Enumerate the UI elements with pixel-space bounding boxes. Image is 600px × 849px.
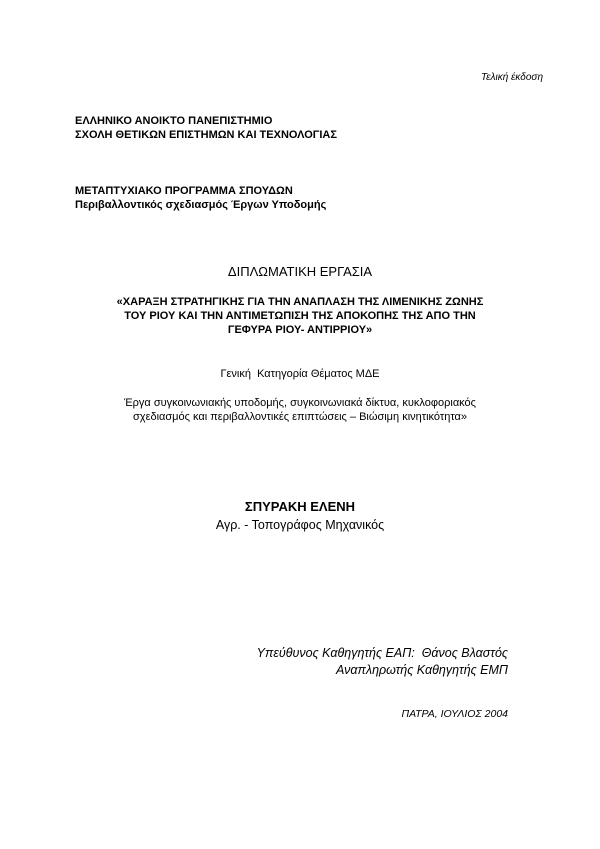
thesis-topic-line: Έργα συγκοινωνιακής υποδομής, συγκοινωνιακά δίκτυα, κυκλοφοριακός <box>124 397 476 409</box>
thesis-title <box>0 295 600 337</box>
thesis-topic <box>0 396 600 424</box>
program-name: ΜΕΤΑΠΤΥΧΙΑΚΟ ΠΡΟΓΡΑΜΜΑ ΣΠΟΥΔΩΝ <box>75 185 293 197</box>
supervisor-position: Αναπληρωτής Καθηγητής ΕΜΠ <box>336 663 508 677</box>
author-name: ΣΠΥΡΑΚΗ ΕΛΕΝΗ <box>244 499 356 514</box>
thesis-title-line: «ΧΑΡΑΞΗ ΣΤΡΑΤΗΓΙΚΗΣ ΓΙΑ ΤΗΝ ΑΝΑΠΛΑΣΗ ΤΗΣ ΛΙΜΕΝΙΚΗΣ ΖΩΝΗΣ <box>116 296 484 308</box>
institution-block <box>75 114 337 142</box>
version-note: Τελική έκδοση <box>480 72 543 83</box>
university-name: ΕΛΛΗΝΙΚΟ ΑΝΟΙΚΤΟ ΠΑΝΕΠΙΣΤΗΜΙΟ <box>75 115 273 127</box>
program-block <box>75 184 326 212</box>
place-date: ΠΑΤΡΑ, ΙΟΥΛΙΟΣ 2004 <box>401 708 508 720</box>
thesis-title-line: ΤΟΥ ΡΙΟΥ ΚΑΙ ΤΗΝ ΑΝΤΙΜΕΤΩΠΙΣΗ ΤΗΣ ΑΠΟΚΟΠΗΣ ΤΗΣ ΑΠΟ ΤΗΝ <box>124 310 476 322</box>
supervisor-block <box>257 645 508 679</box>
thesis-topic-line: σχεδιασμός και περιβαλλοντικές επιπτώσεις – Βιώσιμη κινητικότητα» <box>133 411 467 423</box>
author-title: Αγρ. - Τοπογράφος Μηχανικός <box>215 518 385 532</box>
supervisor-line: Υπεύθυνος Καθηγητής ΕΑΠ: Θάνος Βλαστός <box>256 646 508 660</box>
thesis-title-line: ΓΕΦΥΡΑ ΡΙΟΥ- ΑΝΤΙΡΡΙΟΥ» <box>227 324 373 336</box>
school-name: ΣΧΟΛΗ ΘΕΤΙΚΩΝ ΕΠΙΣΤΗΜΩΝ ΚΑΙ ΤΕΧΝΟΛΟΓΙΑΣ <box>75 129 337 141</box>
thesis-type-heading: ΔΙΠΛΩΜΑΤΙΚΗ ΕΡΓΑΣΙΑ <box>227 264 373 279</box>
thesis-category: Γενική Κατηγορία Θέματος ΜΔΕ <box>220 368 380 380</box>
program-subtitle: Περιβαλλοντικός σχεδιασμός Έργων Υποδομής <box>75 199 327 211</box>
